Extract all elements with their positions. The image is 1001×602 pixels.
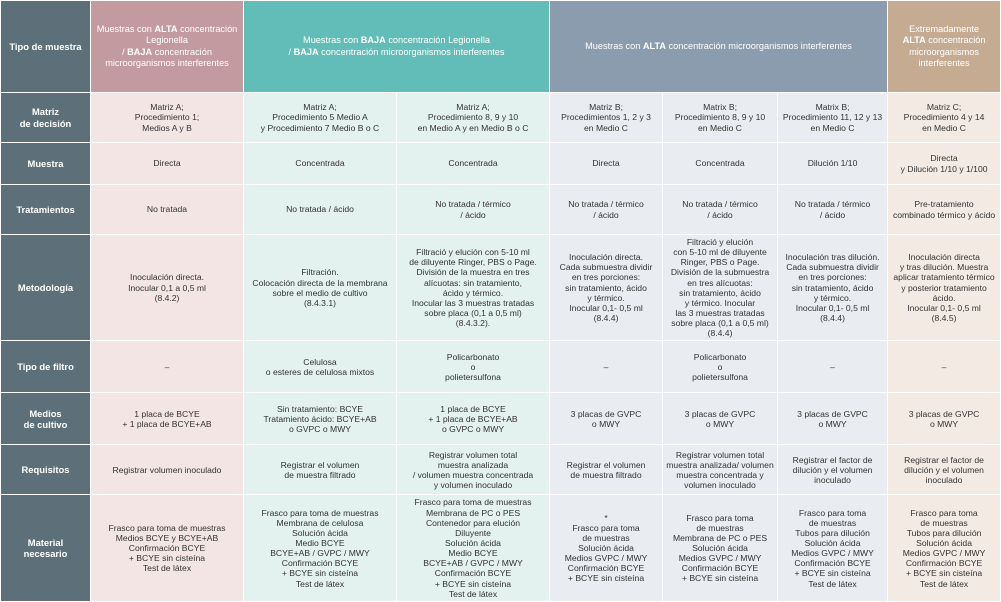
medios-cell-1: 1 placa de BCYE + 1 placa de BCYE+AB — [91, 393, 244, 445]
requisitos-cell-1: Registrar volumen inoculado — [91, 445, 244, 495]
row-label-matriz: Matriz de decisión — [1, 93, 91, 143]
row-label-medios: Medios de cultivo — [1, 393, 91, 445]
group-header-1-pre: Muestras con — [96, 24, 155, 35]
group-header-1 — [91, 1, 244, 93]
row-label-filtro: Tipo de filtro — [1, 341, 91, 393]
row-filtro — [1, 341, 1001, 393]
material-cell-3: Frasco para toma de muestras Membrana de PC o PES Contenedor para elución Diluyente Solución ácida Medio BCYE BCYE+AB / GVPC / MWY Confirmación BCYE + BCYE sin cisteína Test de látex — [397, 495, 550, 601]
muestra-cell-3: Concentrada — [397, 143, 550, 185]
header-row — [1, 1, 1001, 93]
tratamientos-cell-6: No tratada / térmico / ácido — [778, 185, 888, 235]
tratamientos-cell-1: No tratada — [91, 185, 244, 235]
filtro-cell-4: – — [550, 341, 663, 393]
tratamientos-cell-5: No tratada / térmico / ácido — [663, 185, 778, 235]
group-header-3-mid: concentración microorganismos interferentes — [666, 40, 852, 51]
muestra-cell-5: Concentrada — [663, 143, 778, 185]
matriz-cell-5: Matrix B; Procedimiento 8, 9 y 10 en Medio C — [663, 93, 778, 143]
metodologia-cell-7: Inoculación directa y tras dilución. Muestra aplicar tratamiento térmico y posterior tratamiento ácido. Inocular 0,1- 0,5 ml (8.4.5) — [888, 235, 1001, 341]
group-header-3-b1: ALTA — [642, 40, 666, 51]
material-cell-1: Frasco para toma de muestras Medios BCYE y BCYE+AB Confirmación BCYE + BCYE sin cisteína Test de látex — [91, 495, 244, 601]
row-requisitos — [1, 445, 1001, 495]
metodologia-cell-1: Inoculación directa. Inocular 0,1 a 0,5 ml (8.4.2) — [91, 235, 244, 341]
row-muestra — [1, 143, 1001, 185]
group-header-2-post: concentración microorganismos interferentes — [318, 46, 505, 57]
group-header-2 — [244, 1, 550, 93]
row-label-material: Material necesario — [1, 495, 91, 601]
metodologia-cell-4: Inoculación directa. Cada submuestra dividir en tres porciones: sin tratamiento, ácido y térmico. Inocular 0,1- 0,5 ml (8.4.4) — [550, 235, 663, 341]
requisitos-cell-7: Registrar el factor de dilución y el volumen inoculado — [888, 445, 1001, 495]
group-header-2-pre: Muestras con — [303, 35, 361, 46]
tratamientos-cell-4: No tratada / térmico / ácido — [550, 185, 663, 235]
matriz-cell-6: Matrix B; Procedimiento 11, 12 y 13 en Medio C — [778, 93, 888, 143]
material-cell-7: Frasco para toma de muestras Tubos para dilución Solución ácida Medios GVPC / MWY Confirmación BCYE + BCYE sin cisteína Test de látex — [888, 495, 1001, 601]
material-cell-6: Frasco para toma de muestras Tubos para dilución Solución ácida Medios GVPC / MWY Confirmación BCYE + BCYE sin cisteína Test de látex — [778, 495, 888, 601]
row-material — [1, 495, 1001, 601]
muestra-cell-7: Directa y Dilución 1/10 y 1/100 — [888, 143, 1001, 185]
medios-cell-2: Sin tratamiento: BCYE Tratamiento ácido: BCYE+AB o GVPC o MWY — [244, 393, 397, 445]
muestra-cell-6: Dilución 1/10 — [778, 143, 888, 185]
filtro-cell-3: Policarbonato o polietersulfona — [397, 341, 550, 393]
requisitos-cell-6: Registrar el factor de dilución y el volumen inoculado — [778, 445, 888, 495]
filtro-cell-7: – — [888, 341, 1001, 393]
row-label-metodologia: Metodología — [1, 235, 91, 341]
row-tratamientos — [1, 185, 1001, 235]
muestra-cell-1: Directa — [91, 143, 244, 185]
group-header-4 — [888, 1, 1001, 93]
group-header-3-pre: Muestras con — [585, 40, 643, 51]
row-label-tipo-muestra: Tipo de muestra — [1, 1, 91, 93]
filtro-cell-6: – — [778, 341, 888, 393]
requisitos-cell-4: Registrar el volumen de muestra filtrado — [550, 445, 663, 495]
matriz-cell-1: Matriz A; Procedimiento 1; Medios A y B — [91, 93, 244, 143]
requisitos-cell-3: Registrar volumen total muestra analizada / volumen muestra concentrada y volumen inoculado — [397, 445, 550, 495]
material-cell-2: Frasco para toma de muestras Membrana de celulosa Solución ácida Medio BCYE BCYE+AB / GVPC / MWY Confirmación BCYE + BCYE sin cisteína Test de látex — [244, 495, 397, 601]
group-header-1-mid: concentración Legionella / — [122, 24, 238, 57]
group-header-4-b1: ALTA — [902, 35, 926, 46]
requisitos-cell-2: Registrar el volumen de muestra filtrado — [244, 445, 397, 495]
row-label-tratamientos: Tratamientos — [1, 185, 91, 235]
muestra-cell-4: Directa — [550, 143, 663, 185]
filtro-cell-1: – — [91, 341, 244, 393]
filtro-cell-5: Policarbonato o polietersulfona — [663, 341, 778, 393]
group-header-1-b2: BAJA — [127, 46, 153, 57]
medios-cell-4: 3 placas de GVPC o MWY — [550, 393, 663, 445]
tratamientos-cell-7: Pre-tratamiento combinado térmico y ácido — [888, 185, 1001, 235]
matriz-cell-7: Matriz C; Procedimiento 4 y 14 en Medio C — [888, 93, 1001, 143]
muestra-cell-2: Concentrada — [244, 143, 397, 185]
tratamientos-cell-3: No tratada / térmico / ácido — [397, 185, 550, 235]
medios-cell-3: 1 placa de BCYE + 1 placa de BCYE+AB o GVPC o MWY — [397, 393, 550, 445]
row-label-muestra: Muestra — [1, 143, 91, 185]
group-header-1-b1: ALTA — [154, 24, 178, 35]
matriz-cell-2: Matriz A; Procedimiento 5 Medio A y Procedimiento 7 Medio B o C — [244, 93, 397, 143]
group-header-2-mid: concentración Legionella / — [288, 35, 490, 57]
group-header-2-b2: BAJA — [293, 46, 319, 57]
tratamientos-cell-2: No tratada / ácido — [244, 185, 397, 235]
medios-cell-6: 3 placas de GVPC o MWY — [778, 393, 888, 445]
metodologia-cell-2: Filtración. Colocación directa de la membrana sobre el medio de cultivo (8.4.3.1) — [244, 235, 397, 341]
matriz-cell-4: Matriz B; Procedimientos 1, 2 y 3 en Medio C — [550, 93, 663, 143]
group-header-2-b1: BAJA — [360, 35, 386, 46]
matriz-cell-3: Matriz A; Procedimiento 8, 9 y 10 en Medio A y en Medio B o C — [397, 93, 550, 143]
metodologia-cell-6: Inoculación tras dilución. Cada submuestra dividir en tres porciones: sin tratamiento, ácido y térmico. Inocular 0,1- 0,5 ml (8.4.4) — [778, 235, 888, 341]
row-metodologia — [1, 235, 1001, 341]
group-header-1-post: concentración microorganismos interferentes — [105, 46, 229, 68]
medios-cell-7: 3 placas de GVPC o MWY — [888, 393, 1001, 445]
group-header-3 — [550, 1, 888, 93]
group-header-4-mid: concentración microorganismos interferentes — [909, 35, 986, 68]
metodologia-cell-3: Filtració y elución con 5-10 ml de diluyente Ringer, PBS o Page. División de la muestra en tres alícuotas: sin tratamiento, ácido y térmico. Inocular las 3 muestras tratadas sobre placa (0,1 a 0,5 ml) (8.4.3.2). — [397, 235, 550, 341]
group-header-4-pre: Extremadamente — [909, 24, 980, 35]
requisitos-cell-5: Registrar volumen total muestra analizada/ volumen muestra concentrada y volumen inoculado — [663, 445, 778, 495]
row-label-requisitos: Requisitos — [1, 445, 91, 495]
filtro-cell-2: Celulosa o esteres de celulosa mixtos — [244, 341, 397, 393]
row-matriz — [1, 93, 1001, 143]
medios-cell-5: 3 placas de GVPC o MWY — [663, 393, 778, 445]
material-cell-5: Frasco para toma de muestras Membrana de PC o PES Solución ácida Medios GVPC / MWY Confirmación BCYE + BCYE sin cisteína — [663, 495, 778, 601]
row-medios — [1, 393, 1001, 445]
metodologia-cell-5: Filtració y elución con 5-10 ml de diluyente Ringer, PBS o Page. División de la submuestra en tres alícuotas: sin tratamiento, ácido y térmico. Inocular las 3 muestras tratadas sobre placa (0,1 a 0,5 ml) (8.4.4) — [663, 235, 778, 341]
material-cell-4: * Frasco para toma de muestras Solución ácida Medios GVPC / MWY Confirmación BCYE + BCYE sin cisteína — [550, 495, 663, 601]
